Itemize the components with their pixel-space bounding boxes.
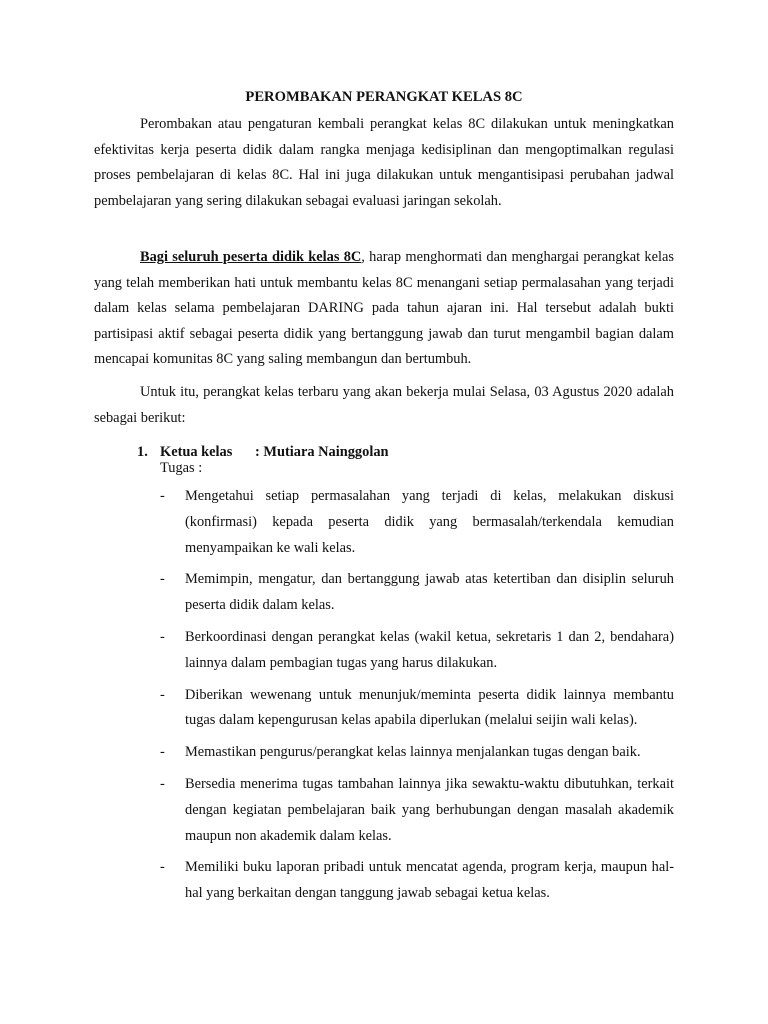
intro-paragraph: Perombakan atau pengaturan kembali perangkat kelas 8C dilakukan untuk meningkatkan efektivitas kerja peserta didik dalam rangka menjaga kedisiplinan dan mengoptimalkan regulasi proses pembelajaran di kelas 8C. Hal ini juga dilakukan untuk mengantisipasi perubahan jadwal pembelajaran yang sering dilakukan sebagai evaluasi jaringan sekolah.: [94, 116, 674, 209]
duty-item: [160, 567, 674, 619]
duty-item: [160, 484, 674, 561]
duty-item: [160, 740, 674, 766]
duty-text: Memiliki buku laporan pribadi untuk mencatat agenda, program kerja, maupun hal-hal yang berkaitan dengan tanggung jawab sebagai ketua kelas.: [185, 859, 674, 902]
duty-text: Memimpin, mengatur, dan bertanggung jawab atas ketertiban dan disiplin seluruh peserta didik dalam kelas.: [185, 571, 674, 614]
duty-text: Berkoordinasi dengan perangkat kelas (wakil ketua, sekretaris 1 dan 2, bendahara) lainnya dalam pembagian tugas yang harus dilakukan.: [185, 628, 674, 671]
dash-marker: -: [160, 488, 165, 504]
dash-marker: -: [160, 571, 165, 588]
dash-marker: -: [160, 744, 165, 761]
duty-text: Bersedia menerima tugas tambahan lainnya jika sewaktu-waktu dibutuhkan, terkait dengan kegiatan pembelajaran baik yang berhubungan dengan masalah akademik maupun non akademik dalam kelas.: [185, 775, 674, 844]
duty-item: [160, 625, 674, 677]
notice-body: , harap menghormati dan menghargai perangkat kelas yang telah memberikan hati untuk membantu kelas 8C menangani setiap permalasahan yang terjadi dalam kelas selama pembelajaran DARING pada tahun ajaran ini. Hal tersebut adalah bukti partisipasi aktif sebagai peserta didik yang bertanggung jawab dan turut mengambil bagian dalam mencapai komunitas 8C yang saling membangun dan bertumbuh.: [94, 249, 674, 368]
dash-marker: -: [160, 628, 165, 645]
duties-list: [160, 484, 674, 913]
duty-text: Diberikan wewenang untuk menunjuk/meminta peserta didik lainnya membantu tugas dalam kepengurusan kelas apabila diperlukan (melalui seijin wali kelas).: [185, 686, 674, 729]
document-title: PEROMBAKAN PERANGKAT KELAS 8C: [245, 89, 523, 105]
dash-marker: -: [160, 859, 165, 876]
role-title: Ketua kelas: [160, 444, 233, 460]
role-holder-name: : Mutiara Nainggolan: [255, 444, 389, 460]
duty-text: Mengetahui setiap permasalahan yang terjadi di kelas, melakukan diskusi (konfirmasi) kepada peserta didik yang bermasalah/terkendala kemudian menyampaikan ke wali kelas.: [185, 488, 674, 556]
role-number: 1.: [137, 444, 148, 460]
schedule-paragraph: Untuk itu, perangkat kelas terbaru yang akan bekerja mulai Selasa, 03 Agustus 2020 adalah sebagai berikut:: [94, 384, 674, 426]
dash-marker: -: [160, 686, 165, 703]
notice-paragraph: [94, 245, 674, 373]
dash-marker: -: [160, 775, 165, 792]
duties-label: Tugas :: [160, 460, 203, 476]
duty-item: [160, 683, 674, 735]
duty-text: Memastikan pengurus/perangkat kelas lainnya menjalankan tugas dengan baik.: [185, 744, 641, 761]
duty-item: [160, 772, 674, 849]
duty-item: [160, 855, 674, 907]
notice-lead: Bagi seluruh peserta didik kelas 8C: [140, 249, 362, 265]
